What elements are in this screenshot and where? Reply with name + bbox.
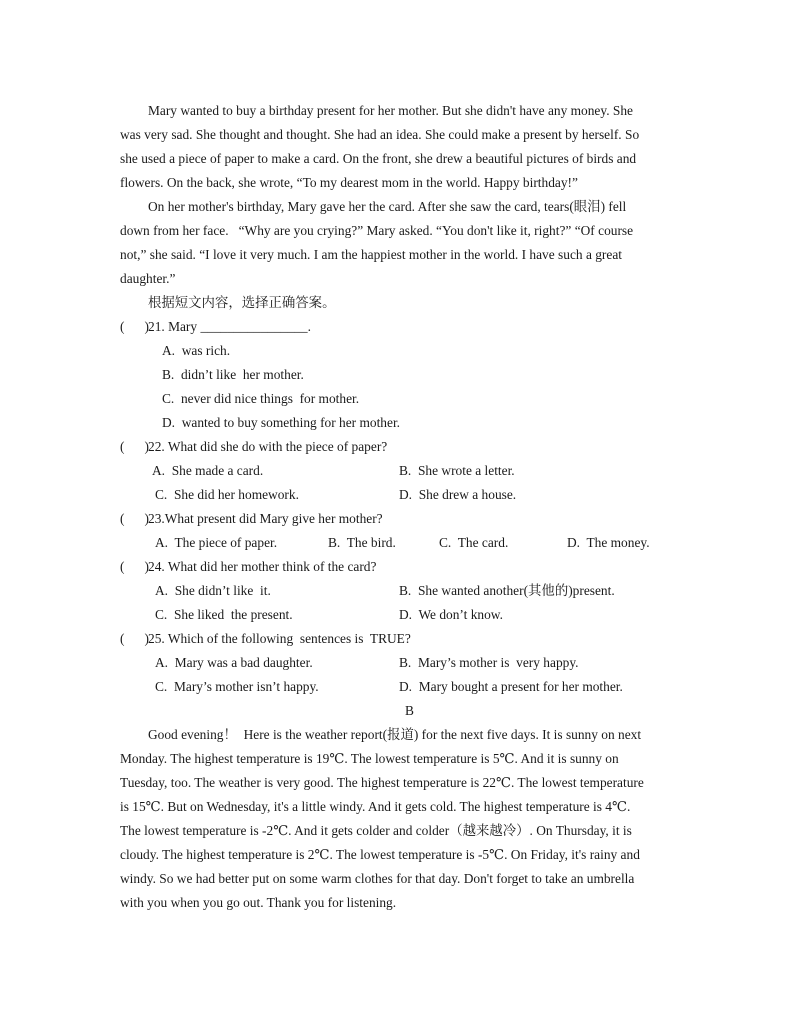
question-stem: 22. What did she do with the piece of paper? (148, 439, 388, 454)
option-c: C. Mary’s mother isn’t happy. (155, 679, 319, 694)
passage-b-line: Tuesday, too. The weather is very good. The highest temperature is 22℃. The lowest temperature (120, 775, 644, 790)
passage-b-line: Good evening！ Here is the weather report(报道) for the next five days. It is sunny on next (148, 727, 642, 742)
answer-blank[interactable]: ( ) (120, 319, 150, 334)
answer-blank[interactable]: ( ) (120, 439, 150, 454)
option-a: A. She didn’t like it. (155, 583, 271, 598)
instruction: 根据短文内容，选择正确答案。 (148, 295, 336, 310)
passage-b-line: The lowest temperature is -2℃. And it gets colder and colder（越来越冷）. On Thursday, it is (120, 823, 632, 838)
option-b: B. She wrote a letter. (399, 463, 515, 478)
option-d: D. We don’t know. (399, 607, 503, 622)
question-stem: 25. Which of the following sentences is TRUE? (148, 631, 411, 646)
passage-a-line: Mary wanted to buy a birthday present for her mother. But she didn't have any money. She (148, 103, 633, 118)
option-b: B. She wanted another(其他的)present. (399, 583, 615, 598)
answer-blank[interactable]: ( ) (120, 559, 150, 574)
answer-blank[interactable]: ( ) (120, 631, 150, 646)
option-c: C. The card. (439, 535, 509, 550)
option-c: C. never did nice things for mother. (162, 391, 360, 406)
passage-a-line: not,” she said. “I love it very much. I am the happiest mother in the world. I have such a great (120, 247, 622, 262)
passage-b-line: with you when you go out. Thank you for listening. (120, 895, 397, 910)
option-a: A. Mary was a bad daughter. (155, 655, 313, 670)
question-stem: 21. Mary ________________. (148, 319, 311, 334)
section-b-heading: B (405, 703, 414, 718)
passage-b-line: Monday. The highest temperature is 19℃. The lowest temperature is 5℃. And it is sunny on (120, 751, 619, 766)
question-stem: 24. What did her mother think of the card? (148, 559, 377, 574)
option-b: B. Mary’s mother is very happy. (399, 655, 579, 670)
passage-a-line: daughter.” (120, 271, 176, 286)
option-d: D. Mary bought a present for her mother. (399, 679, 623, 694)
option-b: B. The bird. (328, 535, 396, 550)
passage-a-line: was very sad. She thought and thought. She had an idea. She could make a present by herself. So (120, 127, 640, 142)
question-stem: 23.What present did Mary give her mother? (148, 511, 383, 526)
option-c: C. She did her homework. (155, 487, 299, 502)
passage-b-line: windy. So we had better put on some warm clothes for that day. Don't forget to take an umbrella (120, 871, 635, 886)
passage-a-line: down from her face. “Why are you crying?” Mary asked. “You don't like it, right?” “Of course (120, 223, 634, 238)
passage-a-line: flowers. On the back, she wrote, “To my dearest mom in the world. Happy birthday!” (120, 175, 578, 190)
passage-a-line: she used a piece of paper to make a card. On the front, she drew a beautiful pictures of birds and (120, 151, 637, 166)
option-d: D. She drew a house. (399, 487, 517, 502)
passage-b-line: is 15℃. But on Wednesday, it's a little windy. And it gets cold. The highest temperature is 4℃. (120, 799, 631, 814)
answer-blank[interactable]: ( ) (120, 511, 150, 526)
option-a: A. She made a card. (152, 463, 264, 478)
option-a: A. The piece of paper. (155, 535, 278, 550)
option-c: C. She liked the present. (155, 607, 293, 622)
option-b: B. didn’t like her mother. (162, 367, 304, 382)
passage-b-line: cloudy. The highest temperature is 2℃. The lowest temperature is -5℃. On Friday, it's rainy and (120, 847, 640, 862)
option-d: D. The money. (567, 535, 650, 550)
option-d: D. wanted to buy something for her mother. (162, 415, 401, 430)
passage-a-line: On her mother's birthday, Mary gave her the card. After she saw the card, tears(眼泪) fell (148, 199, 627, 214)
option-a: A. was rich. (162, 343, 231, 358)
